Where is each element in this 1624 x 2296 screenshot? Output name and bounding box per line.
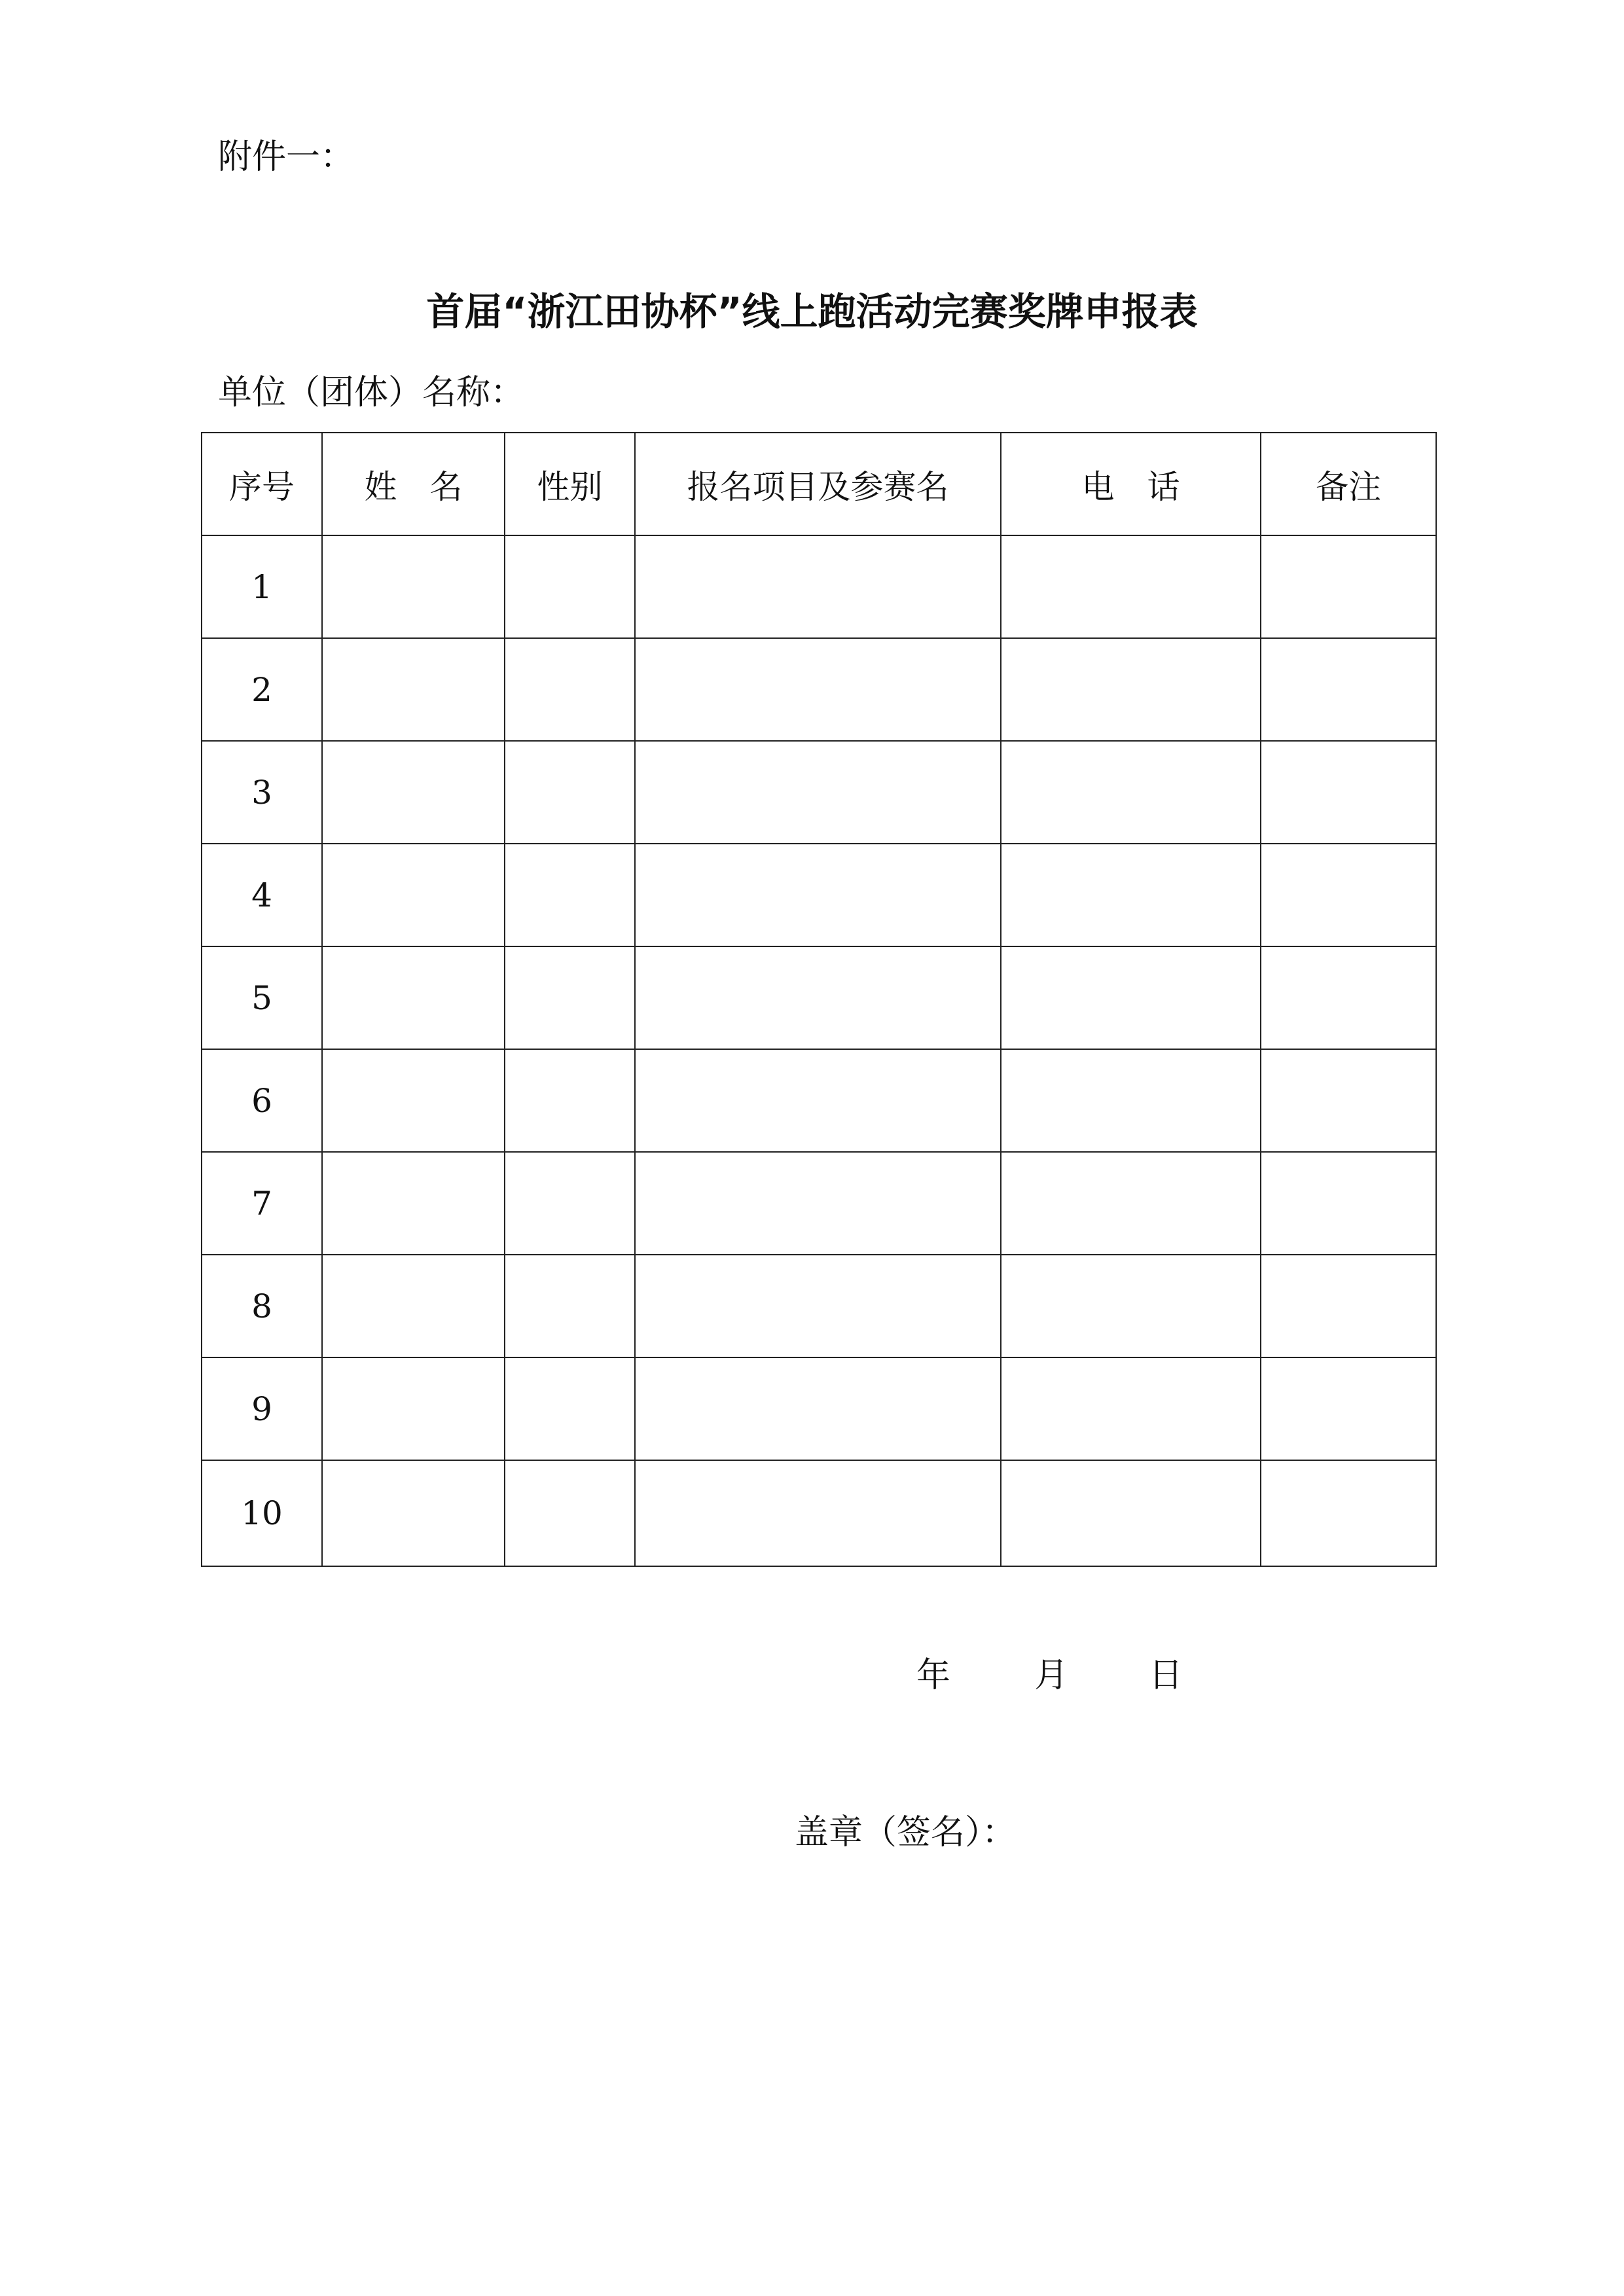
cell-gender[interactable] <box>505 1460 635 1566</box>
cell-event[interactable] <box>635 535 1001 638</box>
cell-gender[interactable] <box>505 535 635 638</box>
cell-phone[interactable] <box>1001 1460 1261 1566</box>
table-header-row <box>202 433 1436 535</box>
cell-phone[interactable] <box>1001 1152 1261 1255</box>
cell-gender[interactable] <box>505 844 635 946</box>
unit-name-label: 单位（团体）名称： <box>218 373 525 412</box>
cell-event[interactable] <box>635 1460 1001 1566</box>
cell-phone[interactable] <box>1001 946 1261 1049</box>
cell-gender[interactable] <box>505 1049 635 1152</box>
cell-remark[interactable] <box>1261 535 1436 638</box>
cell-event[interactable] <box>635 844 1001 946</box>
row-index: 2 <box>202 638 322 741</box>
cell-remark[interactable] <box>1261 1152 1436 1255</box>
header-phone: 电 话 <box>1001 433 1261 535</box>
cell-name[interactable] <box>322 1460 505 1566</box>
date-year-label: 年 <box>916 1656 951 1695</box>
header-event: 报名项目及参赛名 <box>635 433 1001 535</box>
cell-name[interactable] <box>322 946 505 1049</box>
cell-remark[interactable] <box>1261 1255 1436 1357</box>
seal-signature-label: 盖章（签名）： <box>795 1813 1017 1852</box>
cell-name[interactable] <box>322 1049 505 1152</box>
cell-gender[interactable] <box>505 1152 635 1255</box>
cell-remark[interactable] <box>1261 1049 1436 1152</box>
cell-phone[interactable] <box>1001 1357 1261 1460</box>
table-row <box>202 741 1436 844</box>
cell-name[interactable] <box>322 1357 505 1460</box>
row-index: 9 <box>202 1357 322 1460</box>
cell-phone[interactable] <box>1001 741 1261 844</box>
attachment-label: 附件一： <box>218 137 355 177</box>
cell-event[interactable] <box>635 638 1001 741</box>
cell-event[interactable] <box>635 1255 1001 1357</box>
table-row <box>202 946 1436 1049</box>
cell-name[interactable] <box>322 1255 505 1357</box>
cell-name[interactable] <box>322 741 505 844</box>
cell-event[interactable] <box>635 1152 1001 1255</box>
cell-event[interactable] <box>635 946 1001 1049</box>
table-row <box>202 1152 1436 1255</box>
cell-event[interactable] <box>635 1049 1001 1152</box>
cell-event[interactable] <box>635 741 1001 844</box>
cell-remark[interactable] <box>1261 638 1436 741</box>
cell-event[interactable] <box>635 1357 1001 1460</box>
header-name: 姓 名 <box>322 433 505 535</box>
cell-gender[interactable] <box>505 1357 635 1460</box>
cell-remark[interactable] <box>1261 1460 1436 1566</box>
cell-phone[interactable] <box>1001 1049 1261 1152</box>
cell-name[interactable] <box>322 535 505 638</box>
header-index: 序号 <box>202 433 322 535</box>
cell-remark[interactable] <box>1261 741 1436 844</box>
cell-name[interactable] <box>322 1152 505 1255</box>
cell-gender[interactable] <box>505 741 635 844</box>
header-remark: 备注 <box>1261 433 1436 535</box>
cell-phone[interactable] <box>1001 1255 1261 1357</box>
date-line <box>916 1653 1183 1698</box>
cell-remark[interactable] <box>1261 946 1436 1049</box>
row-index: 8 <box>202 1255 322 1357</box>
cell-name[interactable] <box>322 844 505 946</box>
date-day-label: 日 <box>1149 1656 1183 1695</box>
table-row <box>202 1255 1436 1357</box>
cell-gender[interactable] <box>505 1255 635 1357</box>
table-row <box>202 1049 1436 1152</box>
table-row <box>202 844 1436 946</box>
form-title: 首届“浙江田协杯”线上跑活动完赛奖牌申报表 <box>426 289 1198 334</box>
row-index: 10 <box>202 1460 322 1566</box>
table-row <box>202 535 1436 638</box>
table-row <box>202 638 1436 741</box>
date-month-label: 月 <box>1034 1656 1069 1695</box>
cell-gender[interactable] <box>505 946 635 1049</box>
row-index: 5 <box>202 946 322 1049</box>
cell-remark[interactable] <box>1261 1357 1436 1460</box>
medal-application-table <box>201 432 1437 1567</box>
row-index: 6 <box>202 1049 322 1152</box>
header-gender: 性别 <box>505 433 635 535</box>
cell-name[interactable] <box>322 638 505 741</box>
cell-gender[interactable] <box>505 638 635 741</box>
cell-phone[interactable] <box>1001 638 1261 741</box>
cell-remark[interactable] <box>1261 844 1436 946</box>
table-row <box>202 1357 1436 1460</box>
row-index: 1 <box>202 535 322 638</box>
row-index: 7 <box>202 1152 322 1255</box>
row-index: 4 <box>202 844 322 946</box>
row-index: 3 <box>202 741 322 844</box>
cell-phone[interactable] <box>1001 535 1261 638</box>
table-row <box>202 1460 1436 1566</box>
cell-phone[interactable] <box>1001 844 1261 946</box>
